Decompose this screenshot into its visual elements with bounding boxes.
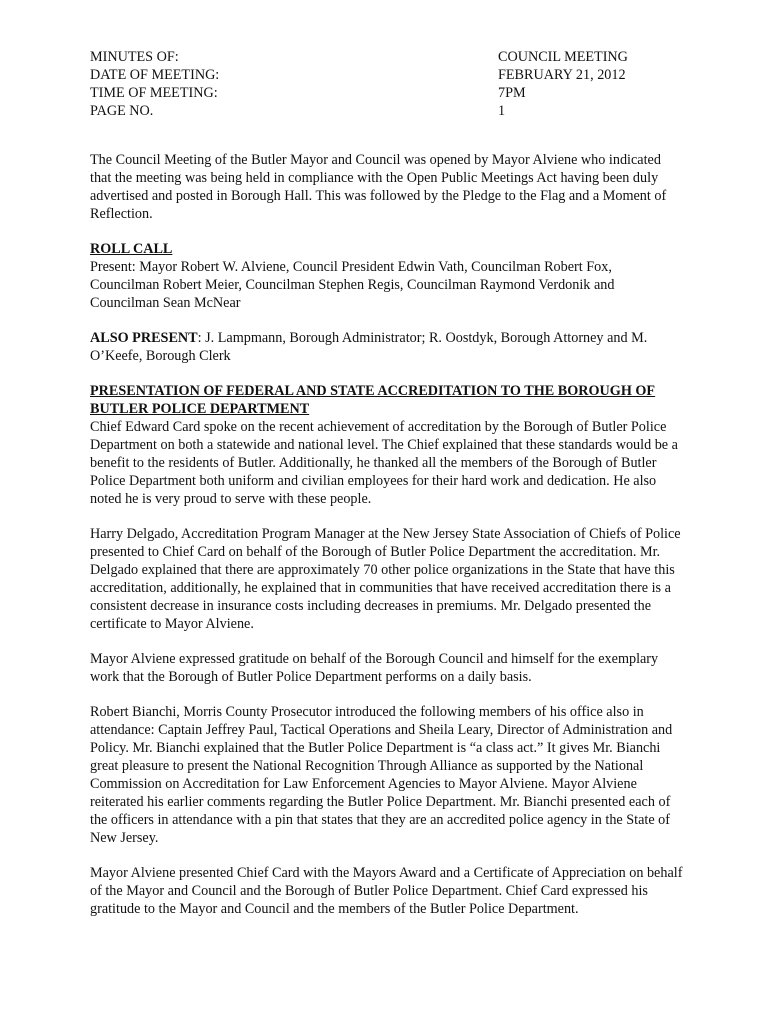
minutes-header: [90, 48, 690, 120]
header-value: 1: [498, 103, 506, 119]
presentation-paragraph-2: Harry Delgado, Accreditation Program Manager at the New Jersey State Association of Chiefs of Police presented to Chief Card on behalf of the Borough of Butler Police Department the accreditation. Mr. Delgado explained that there are approximately 70 other police organizations in the State that have this accreditation, additionally, he explained that in communities that have received accreditation there is a consistent decrease in insurance costs including decreases in premiums. Mr. Delgado presented the certificate to Mayor Alviene.: [90, 526, 681, 632]
minutes-body: [90, 151, 684, 935]
also-present-text: : J. Lampmann, Borough Administrator; R. Oostdyk, Borough Attorney and M. O’Keefe, Borough Clerk: [90, 330, 648, 364]
intro-paragraph: The Council Meeting of the Butler Mayor and Council was opened by Mayor Alviene who indicated that the meeting was being held in compliance with the Open Public Meetings Act having been duly advertised and posted in Borough Hall. This was followed by the Pledge to the Flag and a Moment of Reflection.: [90, 152, 667, 222]
header-row-date: [90, 66, 690, 84]
presentation-paragraph-3: Mayor Alviene expressed gratitude on behalf of the Borough Council and himself for the exemplary work that the Borough of Butler Police Department performs on a daily basis.: [90, 651, 659, 685]
roll-call-heading: ROLL CALL: [90, 241, 173, 257]
header-row-page-no: [90, 102, 690, 120]
header-label: PAGE NO.: [90, 103, 154, 119]
header-value: 7PM: [498, 85, 526, 101]
also-present-section: [90, 329, 684, 365]
header-row-time: [90, 84, 690, 102]
presentation-section: [90, 382, 684, 508]
roll-call-section: [90, 240, 684, 312]
presentation-paragraph-1: Chief Edward Card spoke on the recent achievement of accreditation by the Borough of Butler Police Department on both a statewide and national level. The Chief explained that these standards would be a benefit to the residents of Butler. Additionally, he thanked all the members of the Borough of Butler Police Department both uniform and civilian employees for their hard work and dedication. He also noted he is very proud to serve with these people.: [90, 419, 678, 507]
header-label: MINUTES OF:: [90, 49, 179, 65]
presentation-paragraph-4: Robert Bianchi, Morris County Prosecutor introduced the following members of his office also in attendance: Captain Jeffrey Paul, Tactical Operations and Sheila Leary, Director of Administration and Policy. Mr. Bianchi explained that the Butler Police Department is “a class act.” It gives Mr. Bianchi great pleasure to present the National Recognition Through Alliance as supported by the National Commission on Accreditation for Law Enforcement Agencies to Mayor Alviene. Mayor Alviene reiterated his earlier comments regarding the Butler Police Department. Mr. Bianchi presented each of the officers in attendance with a pin that states that they are an accredited police agency in the State of New Jersey.: [90, 704, 673, 846]
header-value: COUNCIL MEETING: [498, 49, 628, 65]
header-row-minutes-of: [90, 48, 690, 66]
header-label: DATE OF MEETING:: [90, 67, 220, 83]
also-present-label: ALSO PRESENT: [90, 330, 198, 346]
header-value: FEBRUARY 21, 2012: [498, 67, 626, 83]
header-label: TIME OF MEETING:: [90, 85, 218, 101]
presentation-heading: PRESENTATION OF FEDERAL AND STATE ACCREDITATION TO THE BOROUGH OF BUTLER POLICE DEPARTMENT: [90, 383, 656, 417]
presentation-paragraph-5: Mayor Alviene presented Chief Card with the Mayors Award and a Certificate of Appreciation on behalf of the Mayor and Council and the Borough of Butler Police Department. Chief Card expressed his gratitude to the Mayor and Council and the members of the Butler Police Department.: [90, 865, 683, 917]
roll-call-text: Present: Mayor Robert W. Alviene, Council President Edwin Vath, Councilman Robert Fox, Councilman Robert Meier, Councilman Stephen Regis, Councilman Raymond Verdonik and Councilman Sean McNear: [90, 259, 615, 311]
